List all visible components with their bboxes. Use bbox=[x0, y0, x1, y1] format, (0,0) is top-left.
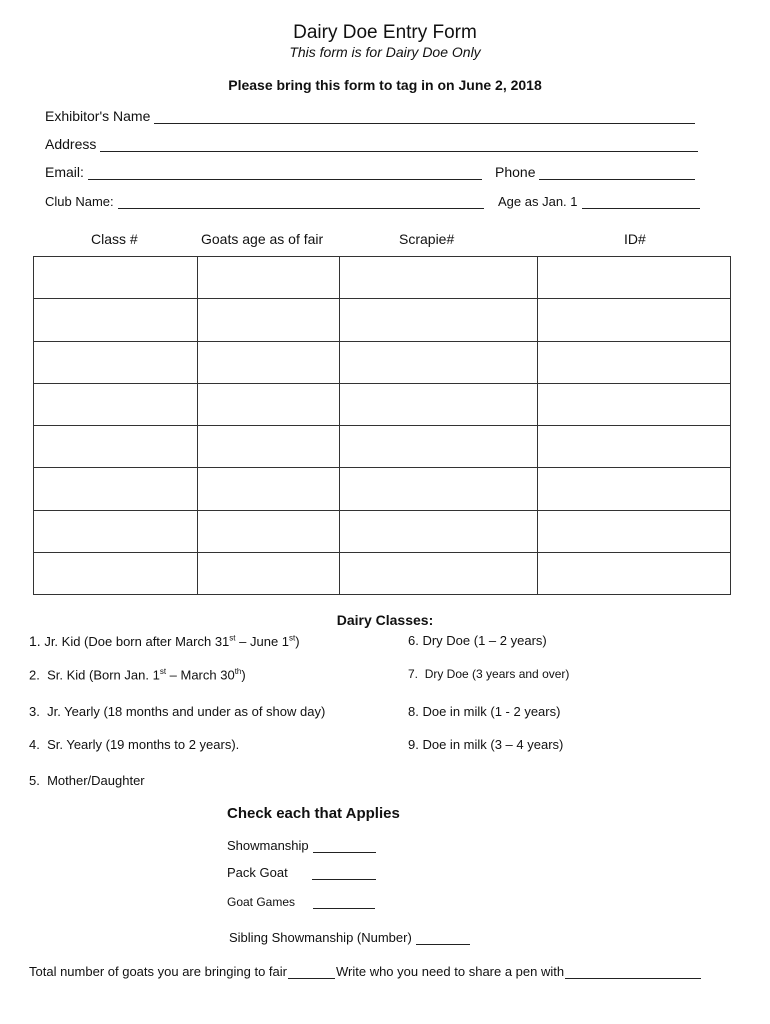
class-number: 1. bbox=[29, 633, 41, 649]
table-cell[interactable] bbox=[538, 257, 731, 299]
age-label: Age as Jan. 1 bbox=[498, 194, 578, 209]
table-cell[interactable] bbox=[340, 426, 538, 468]
class-text: Sr. Yearly (19 months to 2 years). bbox=[47, 737, 240, 752]
table-cell[interactable] bbox=[198, 510, 340, 552]
table-cell[interactable] bbox=[198, 468, 340, 510]
share-pen-blank[interactable] bbox=[565, 966, 701, 979]
email-input[interactable] bbox=[88, 165, 482, 180]
check-showmanship bbox=[227, 838, 376, 853]
class-item-1 bbox=[29, 633, 300, 649]
class-text-end: ) bbox=[241, 667, 246, 683]
class-text: Doe in milk (3 – 4 years) bbox=[422, 737, 564, 752]
club-name-input[interactable] bbox=[118, 194, 484, 209]
table-cell[interactable] bbox=[538, 341, 731, 383]
check-sibling-showmanship bbox=[229, 930, 470, 945]
table-cell[interactable] bbox=[198, 299, 340, 341]
class-number: 5. bbox=[29, 773, 40, 788]
exhibitor-name-label: Exhibitor's Name bbox=[45, 108, 151, 124]
table-cell[interactable] bbox=[340, 552, 538, 594]
table-cell[interactable] bbox=[198, 383, 340, 425]
table-row bbox=[34, 383, 731, 425]
table-row bbox=[34, 510, 731, 552]
class-text-mid: – March 30 bbox=[166, 667, 235, 683]
class-item-9 bbox=[408, 737, 563, 752]
class-number: 7. bbox=[408, 667, 419, 681]
table-cell[interactable] bbox=[34, 510, 198, 552]
class-text: Dry Doe (1 – 2 years) bbox=[422, 633, 547, 648]
table-cell[interactable] bbox=[340, 510, 538, 552]
table-cell[interactable] bbox=[34, 552, 198, 594]
table-row bbox=[34, 341, 731, 383]
class-item-3 bbox=[29, 704, 325, 719]
phone-field bbox=[495, 164, 695, 180]
table-cell[interactable] bbox=[34, 383, 198, 425]
col-header-goat-age: Goats age as of fair bbox=[201, 231, 324, 247]
entry-table bbox=[33, 256, 731, 595]
table-row bbox=[34, 552, 731, 594]
class-item-4 bbox=[29, 737, 239, 752]
showmanship-blank[interactable] bbox=[313, 840, 376, 853]
email-label: Email: bbox=[45, 164, 84, 180]
class-suffix: st bbox=[159, 667, 167, 676]
table-cell[interactable] bbox=[538, 510, 731, 552]
col-header-scrapie: Scrapie# bbox=[399, 231, 455, 247]
exhibitor-name-field bbox=[45, 108, 695, 124]
class-number: 4. bbox=[29, 737, 40, 752]
exhibitor-name-input[interactable] bbox=[154, 109, 695, 124]
col-header-id: ID# bbox=[624, 231, 646, 247]
table-cell[interactable] bbox=[538, 383, 731, 425]
class-suffix: st bbox=[289, 633, 296, 643]
class-number: 2. bbox=[29, 667, 40, 683]
class-suffix: th bbox=[234, 667, 242, 676]
table-row bbox=[34, 299, 731, 341]
club-name-label: Club Name: bbox=[45, 194, 114, 209]
table-row bbox=[34, 257, 731, 299]
table-cell[interactable] bbox=[198, 341, 340, 383]
address-field bbox=[45, 136, 698, 152]
class-text: Sr. Kid (Born Jan. 1 bbox=[47, 667, 160, 683]
table-cell[interactable] bbox=[340, 383, 538, 425]
check-label: Sibling Showmanship (Number) bbox=[229, 930, 412, 945]
share-pen-label: Write who you need to share a pen with bbox=[335, 964, 565, 979]
class-text: Jr. Kid (Doe born after March 31 bbox=[44, 634, 230, 649]
table-cell[interactable] bbox=[538, 426, 731, 468]
table-cell[interactable] bbox=[340, 257, 538, 299]
total-goats-field bbox=[29, 964, 701, 979]
class-number: 6. bbox=[408, 633, 419, 648]
table-cell[interactable] bbox=[340, 468, 538, 510]
form-subtitle: This form is for Dairy Doe Only bbox=[289, 44, 481, 60]
phone-label: Phone bbox=[495, 164, 536, 180]
class-text-end: ) bbox=[295, 634, 300, 649]
table-cell[interactable] bbox=[198, 426, 340, 468]
table-cell[interactable] bbox=[34, 426, 198, 468]
dairy-classes-heading: Dairy Classes: bbox=[336, 612, 434, 628]
table-cell[interactable] bbox=[34, 257, 198, 299]
table-cell[interactable] bbox=[340, 341, 538, 383]
class-text: Doe in milk (1 - 2 years) bbox=[422, 704, 561, 719]
email-field bbox=[45, 164, 482, 180]
table-cell[interactable] bbox=[34, 341, 198, 383]
entry-table-body bbox=[34, 257, 731, 595]
table-row bbox=[34, 426, 731, 468]
check-label: Showmanship bbox=[227, 838, 309, 853]
table-cell[interactable] bbox=[538, 299, 731, 341]
class-text: Jr. Yearly (18 months and under as of show day) bbox=[47, 704, 326, 719]
form-title: Dairy Doe Entry Form bbox=[293, 22, 477, 43]
table-cell[interactable] bbox=[34, 299, 198, 341]
table-cell[interactable] bbox=[340, 299, 538, 341]
class-item-7 bbox=[408, 667, 569, 681]
table-cell[interactable] bbox=[34, 468, 198, 510]
goat-games-blank[interactable] bbox=[313, 896, 375, 909]
total-goats-blank[interactable] bbox=[288, 966, 335, 979]
table-cell[interactable] bbox=[538, 552, 731, 594]
class-item-2 bbox=[29, 667, 246, 682]
age-field bbox=[498, 194, 700, 209]
check-label: Pack Goat bbox=[227, 865, 288, 880]
tag-in-notice: Please bring this form to tag in on June 2, 2018 bbox=[228, 77, 542, 93]
class-item-5 bbox=[29, 773, 145, 788]
table-cell[interactable] bbox=[198, 257, 340, 299]
club-name-field bbox=[45, 194, 484, 209]
table-row bbox=[34, 468, 731, 510]
class-text: Mother/Daughter bbox=[47, 773, 145, 788]
sibling-number-blank[interactable] bbox=[416, 932, 470, 945]
class-text-mid: – June 1 bbox=[235, 634, 290, 649]
class-item-6 bbox=[408, 633, 547, 648]
class-text: Dry Doe (3 years and over) bbox=[424, 667, 570, 681]
check-goat-games bbox=[227, 895, 375, 909]
total-goats-label: Total number of goats you are bringing to fair bbox=[29, 964, 287, 979]
age-input[interactable] bbox=[582, 194, 700, 209]
col-header-class: Class # bbox=[91, 231, 138, 247]
checklist-heading: Check each that Applies bbox=[227, 805, 400, 822]
table-cell[interactable] bbox=[538, 468, 731, 510]
check-label: Goat Games bbox=[227, 895, 296, 909]
class-number: 8. bbox=[408, 704, 419, 719]
address-input[interactable] bbox=[100, 137, 698, 152]
class-number: 3. bbox=[29, 704, 40, 719]
class-suffix: st bbox=[229, 633, 236, 643]
address-label: Address bbox=[45, 136, 97, 152]
check-pack-goat bbox=[227, 865, 376, 880]
table-cell[interactable] bbox=[198, 552, 340, 594]
class-item-8 bbox=[408, 704, 560, 719]
pack-goat-blank[interactable] bbox=[312, 867, 376, 880]
class-number: 9. bbox=[408, 737, 419, 752]
phone-input[interactable] bbox=[539, 165, 695, 180]
